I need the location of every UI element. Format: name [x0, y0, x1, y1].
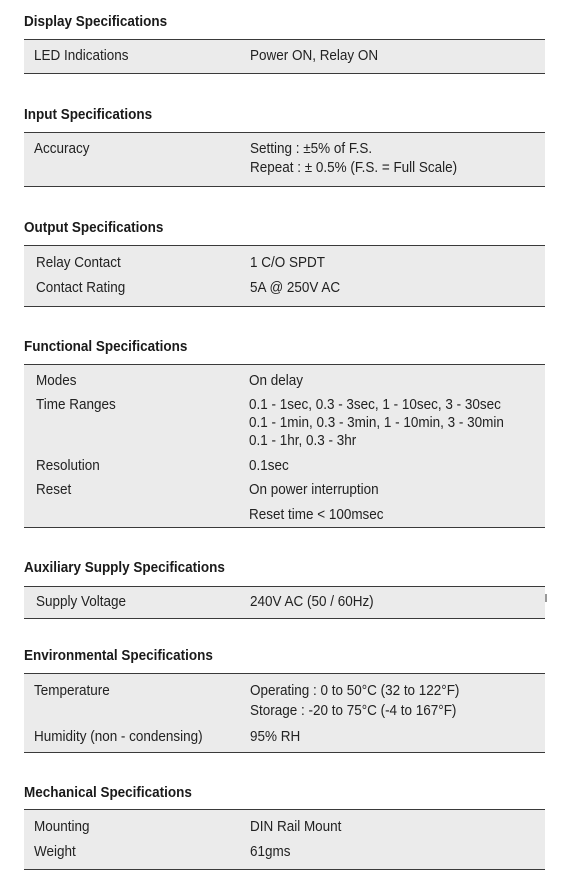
functional-specs-table: [24, 364, 545, 528]
auxiliary-specs-table: [24, 586, 545, 619]
margin-tick: [545, 594, 547, 602]
mechanical-specs-table: [24, 809, 545, 870]
mechanical-specs-title: Mechanical Specifications: [24, 785, 192, 801]
functional-specs-title: Functional Specifications: [24, 339, 188, 355]
display-specs-title: Display Specifications: [24, 14, 168, 30]
mounting-value: DIN Rail Mount: [250, 819, 342, 835]
humidity-label: Humidity (non - condensing): [34, 729, 203, 745]
weight-label: Weight: [34, 844, 76, 860]
accuracy-repeat-value: Repeat : ± 0.5% (F.S. = Full Scale): [250, 160, 458, 176]
reset-time-value: Reset time < 100msec: [249, 507, 384, 523]
supply-voltage-label: Supply Voltage: [36, 594, 126, 610]
humidity-value: 95% RH: [250, 729, 301, 745]
display-specs-table: [24, 39, 545, 74]
input-specs-title: Input Specifications: [24, 107, 153, 123]
contact-rating-value: 5A @ 250V AC: [250, 280, 341, 296]
resolution-label: Resolution: [36, 458, 100, 474]
relay-contact-value: 1 C/O SPDT: [250, 255, 325, 271]
temperature-storage-value: Storage : -20 to 75°C (-4 to 167°F): [250, 703, 457, 719]
led-indications-value: Power ON, Relay ON: [250, 48, 379, 64]
reset-value: On power interruption: [249, 482, 379, 498]
environmental-specs-title: Environmental Specifications: [24, 648, 213, 664]
time-ranges-sec: 0.1 - 1sec, 0.3 - 3sec, 1 - 10sec, 3 - 30sec: [249, 397, 501, 413]
output-specs-title: Output Specifications: [24, 220, 164, 236]
weight-value: 61gms: [250, 844, 291, 860]
temperature-label: Temperature: [34, 683, 110, 699]
environmental-specs-table: [24, 673, 545, 753]
supply-voltage-value: 240V AC (50 / 60Hz): [250, 594, 374, 610]
resolution-value: 0.1sec: [249, 458, 289, 474]
accuracy-label: Accuracy: [34, 141, 90, 157]
led-indications-label: LED Indications: [34, 48, 129, 64]
time-ranges-hr: 0.1 - 1hr, 0.3 - 3hr: [249, 433, 357, 449]
relay-contact-label: Relay Contact: [36, 255, 121, 271]
time-ranges-min: 0.1 - 1min, 0.3 - 3min, 1 - 10min, 3 - 30min: [249, 415, 504, 431]
auxiliary-specs-title: Auxiliary Supply Specifications: [24, 560, 225, 576]
input-specs-table: [24, 132, 545, 187]
accuracy-setting-value: Setting : ±5% of F.S.: [250, 141, 373, 157]
output-specs-table: [24, 245, 545, 307]
modes-value: On delay: [249, 373, 303, 389]
contact-rating-label: Contact Rating: [36, 280, 126, 296]
temperature-operating-value: Operating : 0 to 50°C (32 to 122°F): [250, 683, 460, 699]
modes-label: Modes: [36, 373, 77, 389]
mounting-label: Mounting: [34, 819, 90, 835]
time-ranges-label: Time Ranges: [36, 397, 116, 413]
reset-label: Reset: [36, 482, 72, 498]
